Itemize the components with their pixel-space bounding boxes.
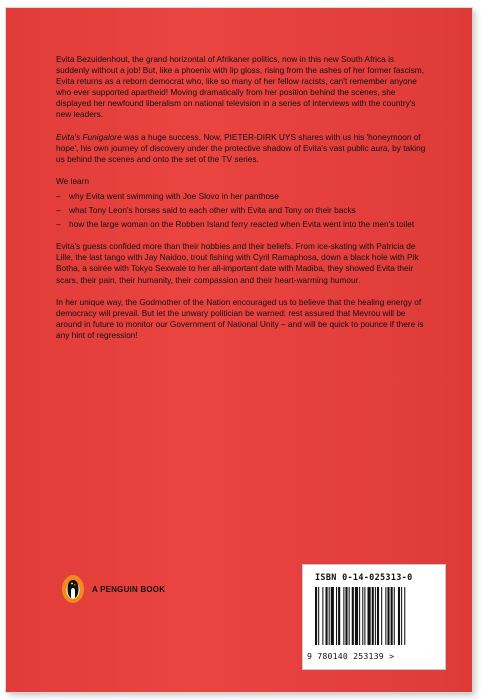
- barcode-bar: [362, 587, 363, 645]
- barcode-bar: [398, 587, 400, 645]
- barcode-bar: [372, 587, 374, 645]
- barcode-bars: [311, 587, 437, 649]
- learn-list-item: – what Tony Leon's horses said to each other with Evita and Tony on their backs: [56, 205, 428, 216]
- barcode-bar: [387, 587, 389, 645]
- page-edge: [472, 14, 477, 690]
- barcode-bar: [381, 587, 382, 645]
- barcode-bar: [338, 587, 340, 645]
- blurb-paragraph-4: In her unique way, the Godmother of the Nation encouraged us to believe that the healing energy of democracy will prevail. But let the unwary politician be warned: rest assured that Mevrou will be around in future to monitor our Government of National Unity – and will be quick to pounce if there is any hint of regression!: [56, 296, 424, 340]
- barcode-bar: [345, 587, 347, 645]
- barcode-bar: [394, 587, 395, 645]
- barcode-area: [302, 564, 446, 670]
- learn-list: [56, 191, 428, 230]
- barcode-bar: [375, 587, 376, 645]
- blurb-paragraph-1: Evita Bezuidenhout, the grand horizontal of Afrikaner politics, now in this new South Africa is suddenly without a job! But, like a phoenix with lip gloss, rising from the ashes of her former fascism, Evita returns as a reborn democrat who, like so many of her fellow racists, can't remember anyone who ever supported apartheid! Moving dramatically from her position behind the scenes, she displayed her newfound liberalism on national television in a series of interviews with the country's new leaders.: [56, 54, 425, 120]
- barcode-bar: [315, 587, 317, 645]
- barcode-bar: [352, 587, 354, 645]
- barcode-bar: [355, 587, 358, 645]
- learn-list-item: – why Evita went swimming with Joe Slovo in her panthose: [56, 191, 428, 202]
- barcode-bar: [385, 587, 386, 645]
- blurb-text: [56, 54, 428, 352]
- book-title-italic: Evita's Funigalore: [56, 131, 122, 142]
- barcode-bar: [322, 587, 323, 645]
- barcode-bar: [336, 587, 337, 645]
- barcode-bar: [318, 587, 319, 645]
- blurb-paragraph-3: Evita's guests confided more than their hobbies and their beliefs. From ice-skating with Patricia de Lille, the last tango with Jay Naidoo, trout fishing with Cyril Ramaphosa, down a black hole with Pik Botha, a soirée with Tokyo Sexwale to her all-important date with Madiba, they showed Evita their scars, their pain, their humanity, their compassion and their heart-warming humour.: [56, 241, 419, 285]
- barcode-bar: [377, 587, 379, 645]
- barcode-bar: [331, 587, 334, 645]
- barcode-bar: [329, 587, 330, 645]
- barcode-bar: [391, 587, 393, 645]
- book-back-cover: [6, 8, 472, 692]
- barcode-bar: [343, 587, 344, 645]
- publisher-label: A PENGUIN BOOK: [92, 584, 166, 594]
- barcode-bar: [404, 587, 405, 645]
- barcode-digits: 9 780140 253139 >: [307, 651, 395, 661]
- isbn-number: ISBN 0-14-025313-0: [315, 573, 413, 583]
- learn-intro: We learn: [56, 175, 90, 186]
- publisher-imprint: [62, 575, 165, 603]
- barcode-bar: [364, 587, 365, 645]
- blurb-paragraph-2-body: was a huge success. Now, PIETER-DIRK UYS shares with us his 'honeymoon of hope', his own journey of discovery under the protective shadow of Evita's vast public aura, by taking us behind the scenes and onto the set of the TV series.: [56, 131, 426, 164]
- barcode-bar: [326, 587, 328, 645]
- learn-list-item: – how the large woman on the Robben Island ferry reacted when Evita went into the men's toilet: [56, 219, 428, 230]
- blurb-paragraph-2: [56, 132, 428, 165]
- barcode-bar: [349, 587, 350, 645]
- barcode-bar: [401, 587, 402, 645]
- barcode-bar: [359, 587, 360, 645]
- penguin-icon: [62, 575, 84, 603]
- barcode-bar: [368, 587, 371, 645]
